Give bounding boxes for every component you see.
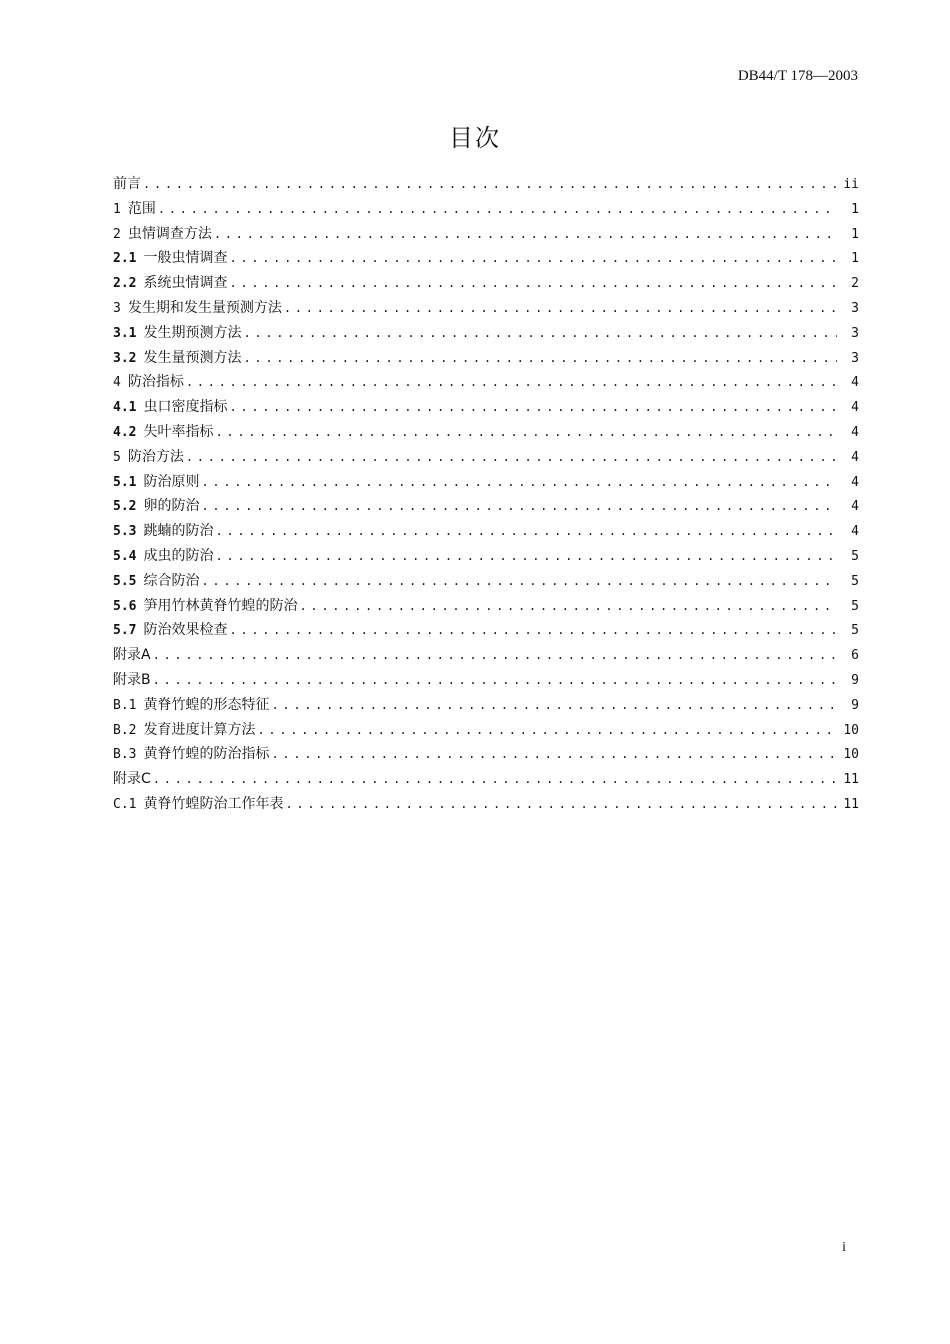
toc-page: 4 [851,400,859,416]
toc-label: 发育进度计算方法 [143,721,256,738]
toc-label: 前言 [113,176,141,192]
toc-leader [243,326,837,340]
toc-entry-b-2[interactable] [113,719,859,744]
toc-entry-3-1[interactable] [113,322,859,347]
toc-label: 防治方法 [127,448,184,465]
toc-leader [201,475,837,489]
toc-leader [229,400,837,414]
toc-leader [215,425,837,439]
toc-leader [284,301,837,315]
toc-page: 9 [851,672,859,688]
toc-leader [143,177,837,191]
toc-page: 5 [851,623,859,639]
toc-entry-5-1[interactable] [113,471,859,496]
toc-page: 4 [851,424,859,440]
toc-page: 2 [851,276,859,292]
toc-number: 5.5 [113,573,137,589]
toc-leader [201,574,837,588]
toc-entry-2[interactable] [113,223,859,248]
toc-label: 跳蝻的防治 [143,523,214,540]
toc-page: 5 [851,573,859,589]
toc-number: 4.1 [113,400,137,416]
toc-leader [153,772,837,786]
toc-page: 4 [851,474,859,490]
toc-leader [153,648,837,662]
toc-number: 2.2 [113,276,137,292]
toc-leader [229,251,837,265]
toc-label: 黄脊竹蝗的形态特征 [143,696,270,713]
toc-page: 10 [843,747,859,763]
toc-number: 2.1 [113,251,137,267]
toc-entry-5-2[interactable] [113,495,859,520]
toc-entry-5-3[interactable] [113,520,859,545]
toc-number: 1 [113,201,121,217]
toc-page: 5 [851,598,859,614]
toc-number: 3 [113,300,121,316]
toc-label: 虫情调查方法 [127,225,212,242]
toc-number: 3.1 [113,325,137,341]
document-code: DB44/T 178—2003 [737,68,858,84]
toc-entry-appendix-b[interactable] [113,669,859,694]
toc-label: 防治原则 [143,473,200,490]
toc-leader [271,698,837,712]
toc-number: 3.2 [113,350,137,366]
toc-entry-5-4[interactable] [113,545,859,570]
toc-entry-foreword[interactable] [113,173,859,198]
toc-page: 3 [851,300,859,316]
toc-page: 9 [851,697,859,713]
toc-entry-4[interactable] [113,371,859,396]
toc-page: 3 [851,350,859,366]
toc-label: 系统虫情调查 [143,275,228,292]
toc-entry-b-3[interactable] [113,743,859,768]
toc-number: 2 [113,226,121,242]
toc-number: 5.6 [113,598,137,614]
toc-page: 11 [843,772,859,788]
toc-page: 1 [851,201,859,217]
toc-label: 黄脊竹蝗防治工作年表 [143,795,284,812]
toc-entry-5-7[interactable] [113,619,859,644]
toc-label: 虫口密度指标 [143,399,228,416]
toc-number: 5.2 [113,499,137,515]
toc-label: 防治指标 [127,374,184,391]
toc-entry-3-2[interactable] [113,347,859,372]
toc-label: 失叶率指标 [143,423,214,440]
toc-page: 4 [851,499,859,515]
toc-leader [186,375,837,389]
toc-page: 4 [851,449,859,465]
toc-leader [299,599,837,613]
page-number: i [842,1240,846,1255]
toc-number: 5.3 [113,524,137,540]
page-title: 目次 [449,124,501,152]
toc-entry-2-1[interactable] [113,247,859,272]
toc-page: 1 [851,226,859,242]
toc-number: B.1 [113,697,137,713]
toc-label: 卵的防治 [143,498,200,515]
toc-label: 附录B [113,671,151,688]
toc-number: 4 [113,375,121,391]
toc-entry-4-1[interactable] [113,396,859,421]
toc-page: 3 [851,325,859,341]
toc-number: 5.1 [113,474,137,490]
toc-entry-appendix-a[interactable] [113,644,859,669]
toc-leader [158,202,837,216]
toc-number: 5 [113,449,121,465]
toc-entry-4-2[interactable] [113,421,859,446]
toc-number: 5.7 [113,623,137,639]
toc-page: 11 [843,796,859,812]
toc-label: 发生期和发生量预测方法 [127,299,282,316]
toc-number: 4.2 [113,424,137,440]
toc-page: 10 [843,722,859,738]
toc-page: 5 [851,548,859,564]
toc-label: 范围 [127,200,156,217]
toc-entry-2-2[interactable] [113,272,859,297]
toc-page: 6 [851,648,859,664]
toc-leader [229,276,837,290]
toc-leader [201,499,837,513]
toc-label: 附录A [113,647,151,664]
toc-entry-5-6[interactable] [113,595,859,620]
toc-number: 5.4 [113,548,137,564]
toc-page: 4 [851,524,859,540]
toc-leader [271,747,837,761]
toc-leader [285,797,837,811]
toc-leader [229,623,837,637]
toc-number: B.3 [113,747,137,763]
toc-label: 发生期预测方法 [143,324,242,341]
toc-leader [243,351,837,365]
toc-label: 综合防治 [143,572,200,589]
toc-number: C.1 [113,796,137,812]
toc-entry-3[interactable] [113,297,859,322]
toc-label: 成虫的防治 [143,547,214,564]
toc-leader [215,549,837,563]
toc-label: 一般虫情调查 [143,250,228,267]
toc-label: 笋用竹林黄脊竹蝗的防治 [143,597,298,614]
toc-number: B.2 [113,722,137,738]
toc-entry-1[interactable] [113,198,859,223]
toc-entry-5-5[interactable] [113,570,859,595]
toc-leader [214,227,837,241]
toc-leader [257,723,837,737]
toc-page: 4 [851,375,859,391]
toc-label: 黄脊竹蝗的防治指标 [143,746,270,763]
table-of-contents [113,173,859,818]
toc-leader [215,524,837,538]
toc-page: 1 [851,251,859,267]
toc-entry-c-1[interactable] [113,793,859,818]
toc-label: 防治效果检查 [143,622,228,639]
toc-entry-appendix-c[interactable] [113,768,859,793]
toc-label: 附录C [113,771,151,788]
toc-page: ii [843,177,859,192]
toc-entry-5[interactable] [113,446,859,471]
toc-leader [186,450,837,464]
toc-leader [153,673,837,687]
toc-entry-b-1[interactable] [113,694,859,719]
toc-label: 发生量预测方法 [143,349,242,366]
